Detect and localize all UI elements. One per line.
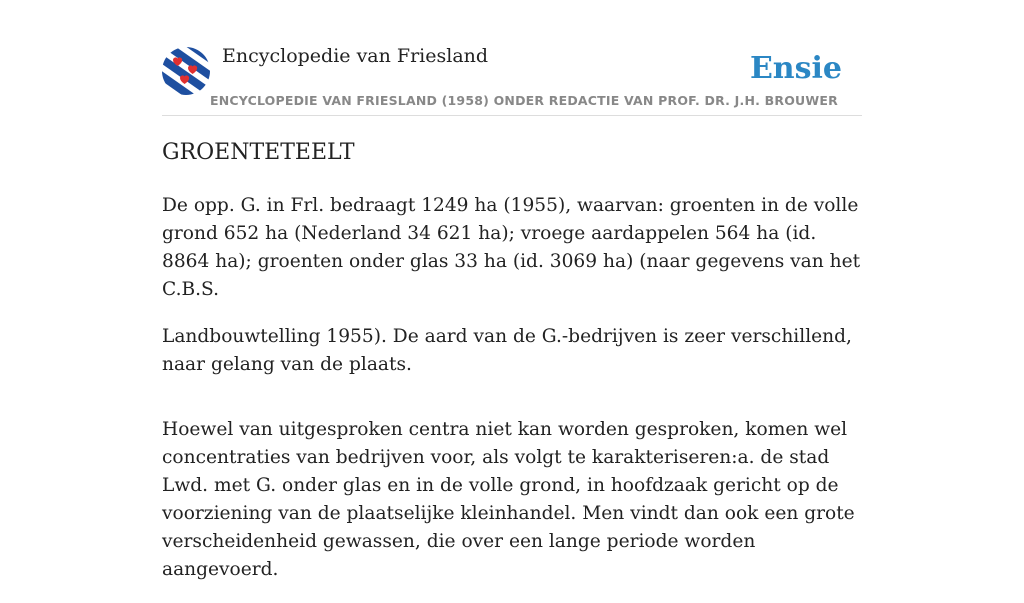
header-divider <box>162 115 862 116</box>
encyclopedia-subtitle: ENCYCLOPEDIE VAN FRIESLAND (1958) ONDER REDACTIE VAN PROF. DR. J.H. BROUWER <box>210 93 838 108</box>
article-title: GROENTETEELT <box>162 140 355 165</box>
article-paragraph: De opp. G. in Frl. bedraagt 1249 ha (1955), waarvan: groenten in de volle grond 652 ha (Nederland 34 621 ha); vroege aardappelen 564 ha (id. 8864 ha); groenten onder glas 33 ha (id. 3069 ha) (naar gegevens van het C.B.S. <box>162 195 861 300</box>
article-paragraph: Landbouwtelling 1955). De aard van de G.-bedrijven is zeer verschillend, naar gelang van de plaats. <box>162 326 852 375</box>
article-body <box>162 192 864 603</box>
frisian-flag-logo-icon[interactable] <box>162 47 210 95</box>
article-paragraph: Hoewel van uitgesproken centra niet kan worden gesproken, komen wel concentraties van bedrijven voor, als volgt te karakteriseren:a. de stad Lwd. met G. onder glas en in de volle grond, in hoofdzaak gericht op de voorziening van de plaatselijke kleinhandel. Men vindt dan ook een grote verscheidenheid gewassen, die over een lange periode worden aangevoerd. <box>162 419 855 580</box>
site-title[interactable]: Encyclopedie van Friesland <box>222 45 489 67</box>
ensie-brand-link[interactable]: Ensie <box>749 51 842 86</box>
